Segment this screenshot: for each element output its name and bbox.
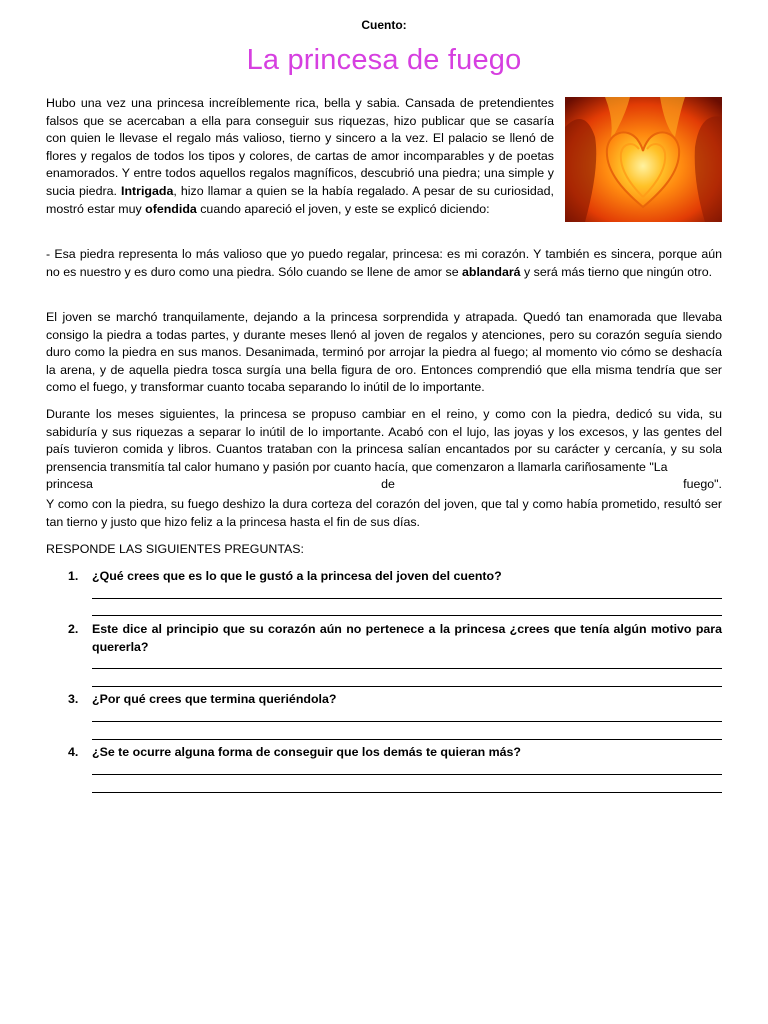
last-line-word-1: princesa [46, 477, 93, 492]
answer-line[interactable] [92, 721, 722, 722]
question-text: ¿Qué crees que es lo que le gustó a la princesa del joven del cuento? [92, 569, 502, 583]
questions-heading: RESPONDE LAS SIGUIENTES PREGUNTAS: [46, 542, 304, 556]
story-paragraph-1-part-1: Hubo una vez una princesa increíblemente rica, bella y sabia. Cansada de pretendientes falsos que se acercaban a ella para conseguir sus riquezas, hizo publicar que se casaría con quien le llevase el regalo más valioso, tierno y sincero a la vez. El palacio se llenó de flores y regalos de todos los tipos y colores, de cartas de amor incomparables y de poetas enamorados. Y entre todos aquellos regalos magníficos, descubrió una piedra; una simple y sucia piedra. [46, 96, 554, 198]
story-paragraph-2-part-2: y será más tierno que ningún otro. [520, 264, 713, 279]
story-paragraph-3: El joven se marchó tranquilamente, dejando a la princesa sorprendida y atrapada. Quedó tan enamorada que llevaba consigo la piedra a todas partes, y durante meses llenó al joven de regalos y atenciones, pero su corazón seguía siendo duro como la piedra en sus manos. Desanimada, terminó por arrojar la piedra al fuego; al momento vio cómo se deshacía la arena, y de aquella piedra tosca surgía una bella figura de oro. Entonces comprendió que ella misma tendría que ser como el fuego, y transformar cuanto tocaba separando lo inútil de lo importante. [46, 310, 722, 395]
story-paragraph-4-main: Durante los meses siguientes, la princesa se propuso cambiar en el reino, y como con la piedra, dedicó su vida, su sabiduría y sus riquezas a separar lo inútil de lo importante. Acabó con el lujo, las joyas y los excesos, y las gentes del país tuvieron comida y libros. Cuantos trataban con la princesa salían encantados por su carácter y cercanía, y su sola prensencia transmitía tal calor humano y pasión por cuanto hacía, que comenzaron a llamarla cariñosamente "La [46, 407, 722, 474]
last-line-word-3: fuego". [683, 477, 722, 492]
story-paragraph-5: Y como con la piedra, su fuego deshizo la dura corteza del corazón del joven, que tal y como había prometido, resultó ser tan tierno y justo que hizo feliz a la princesa hasta el fin de sus días. [46, 497, 722, 529]
bold-word-intrigada: Intrigada [121, 183, 174, 198]
bold-word-ofendida: ofendida [145, 201, 197, 216]
answer-line[interactable] [92, 668, 722, 669]
story-paragraph-1 [46, 95, 722, 218]
story-paragraph-1-part-3: cuando apareció el joven, y este se explicó diciendo: [196, 201, 490, 216]
question-number: 4. [68, 745, 79, 759]
question-text: ¿Se te ocurre alguna forma de conseguir que los demás te quieran más? [92, 745, 521, 759]
question-text: ¿Por qué crees que termina queriéndola? [92, 692, 337, 706]
question-text: Este dice al principio que su corazón aún no pertenece a la princesa ¿crees que tenía algún motivo para quererla? [92, 622, 722, 654]
last-line-word-2: de [381, 477, 395, 492]
story-paragraph-4 [46, 406, 722, 494]
question-number: 2. [68, 622, 79, 636]
story-paragraph-1-part-2: , hizo llamar a quien se la había regalado. A pesar de su curiosidad, mostró estar muy [46, 183, 554, 216]
answer-line[interactable] [92, 598, 722, 599]
story-paragraph-4-last-line [46, 476, 722, 494]
question-number: 3. [68, 692, 79, 706]
story-title: La princesa de fuego [246, 44, 522, 76]
answer-line[interactable] [92, 686, 722, 687]
story-paragraph-2-part-1: - Esa piedra representa lo más valioso que yo puedo regalar, princesa: es mi corazón. Y también es sincera, porque aún no es nuestro y es duro como una piedra. Sólo cuando se llene de amor se [46, 247, 722, 279]
answer-line[interactable] [92, 615, 722, 616]
bold-word-ablandara: ablandará [462, 264, 521, 279]
question-number: 1. [68, 569, 79, 583]
answer-line[interactable] [92, 792, 722, 793]
story-paragraph-2 [46, 246, 722, 281]
story-type-label: Cuento: [361, 18, 407, 32]
answer-line[interactable] [92, 774, 722, 775]
answer-line[interactable] [92, 739, 722, 740]
